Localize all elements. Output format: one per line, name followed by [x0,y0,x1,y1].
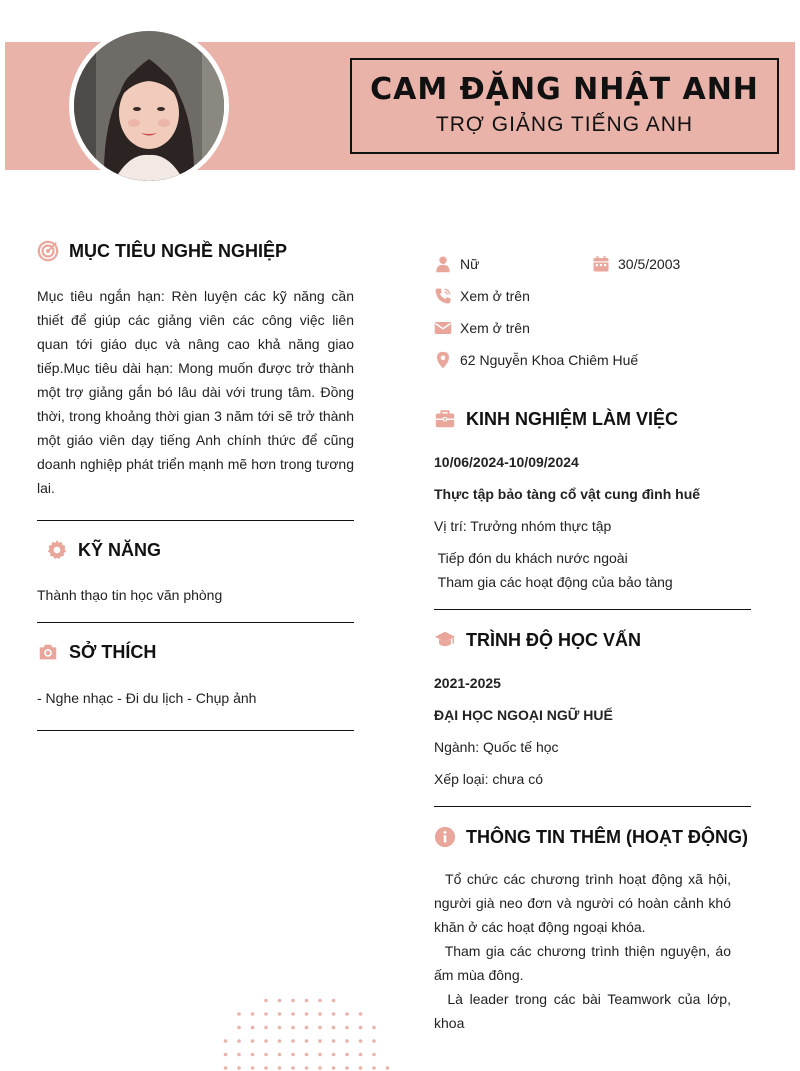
decorative-dot [237,1026,241,1030]
birthday-row [592,248,680,280]
decorative-dot [291,999,295,1003]
extra-item: Tham gia các chương trình thiện nguyện, áo ấm mùa đông. [434,943,735,983]
experience-heading [434,406,751,432]
extra-title: THÔNG TIN THÊM (HOẠT ĐỘNG) [466,826,748,847]
decorative-dot [345,1053,349,1057]
education-period: 2021-2025 [434,675,501,691]
decorative-dot [345,1026,349,1030]
target-icon [37,240,59,262]
name-box [350,58,779,154]
extra-heading [434,824,751,850]
education-rank: Xếp loại: chưa có [434,771,543,787]
location-icon [434,351,452,369]
decorative-dot [278,1066,282,1070]
objective-heading [37,238,354,264]
email-row [434,312,751,344]
decorative-dot [318,999,322,1003]
gear-icon [46,539,68,561]
decorative-dot [305,1066,309,1070]
right-column [434,248,751,1035]
experience-title: KINH NGHIỆM LÀM VIỆC [466,408,679,429]
decorative-dot [305,1053,309,1057]
experience-position: Vị trí: Trưởng nhóm thực tập [434,518,612,534]
decorative-dot [332,1026,336,1030]
decorative-dot [291,1026,295,1030]
decorative-dot [224,1053,228,1057]
decorative-dot [237,1053,241,1057]
info-icon [434,826,456,848]
graduation-cap-icon [434,629,456,651]
education-school: ĐẠI HỌC NGOẠI NGỮ HUẾ [434,707,613,723]
skills-text: Thành thạo tin học văn phòng [37,587,223,603]
decorative-dot [359,1039,363,1043]
gender-row [434,248,592,280]
decorative-dot [372,1053,376,1057]
decorative-dot [291,1066,295,1070]
objective-text: Mục tiêu ngắn hạn: Rèn luyện các kỹ năng cần thiết để giúp các giảng viên các công việc liên quan tới giáo dục và nâng cao khả năng giao tiếp.Mục tiêu dài hạn: Mong muốn được trở thành một trợ giảng gắn bó lâu dài với trung tâm. Đồng thời, trong khoảng thời gian 3 năm tới sẽ trở thành một giáo viên dạy tiếng Anh chính thức để cũng doanh nghiệp phát triển mạnh mẽ hơn trong tương lai. [37,288,354,496]
skills-heading [37,537,354,563]
address-value: 62 Nguyễn Khoa Chiêm Huế [460,352,639,368]
decorative-dot [332,1066,336,1070]
decorative-dot [305,999,309,1003]
avatar [69,26,229,186]
candidate-name: CAM ĐẶNG NHẬT ANH [370,72,759,107]
birthday-value: 30/5/2003 [618,256,681,272]
experience-company: Thực tập bảo tàng cổ vật cung đình huế [434,486,701,502]
decorative-dot [318,1039,322,1043]
hobbies-heading [37,639,354,665]
decorative-dot [332,1039,336,1043]
email-value: Xem ở trên [460,320,530,336]
decorative-dot [291,1039,295,1043]
decorative-dot [264,1039,268,1043]
decorative-dot [386,1066,390,1070]
address-row [434,344,751,376]
decorative-dot [305,1039,309,1043]
person-icon [434,255,452,273]
divider [37,622,354,623]
decorative-dot [224,1039,228,1043]
left-column [37,238,354,731]
hobbies-text: - Nghe nhạc - Đi du lịch - Chụp ảnh [37,690,257,706]
decorative-dot [237,1012,241,1016]
phone-icon [434,287,452,305]
gender-value: Nữ [460,256,480,272]
decorative-dot [332,1053,336,1057]
skills-title: KỸ NĂNG [78,539,162,560]
decorative-dot [278,1012,282,1016]
decorative-dot [251,1012,255,1016]
calendar-icon [592,255,610,273]
decorative-dot [372,1026,376,1030]
decorative-dot [372,1066,376,1070]
decorative-dot [372,1039,376,1043]
decorative-dot [278,999,282,1003]
contact-top-row [434,248,751,280]
decorative-dot [318,1012,322,1016]
extra-item: Là leader trong các bài Teamwork của lớp, khoa [434,991,735,1031]
decorative-dot [345,1012,349,1016]
hobbies-title: SỞ THÍCH [69,641,157,662]
divider [37,520,354,521]
decorative-dot [318,1053,322,1057]
decorative-dot [278,1039,282,1043]
education-heading [434,627,751,653]
decorative-dot [264,1012,268,1016]
decorative-dot [291,1012,295,1016]
decorative-dot [305,1012,309,1016]
decorative-dot [224,1066,228,1070]
decorative-dot [359,1026,363,1030]
decorative-dot [251,1039,255,1043]
decorative-dot [318,1066,322,1070]
decorative-dot [251,1053,255,1057]
decorative-dot [278,1053,282,1057]
decorative-dot [278,1026,282,1030]
phone-value: Xem ở trên [460,288,530,304]
experience-period: 10/06/2024-10/09/2024 [434,454,579,470]
experience-duty: Tham gia các hoạt động của bảo tàng [434,574,673,590]
decorative-dot-pattern [205,985,395,1071]
decorative-dot [332,1012,336,1016]
decorative-dot [359,1012,363,1016]
camera-icon [37,641,59,663]
briefcase-icon [434,408,456,430]
extra-list [434,867,735,1035]
decorative-dot [237,1039,241,1043]
decorative-dot [345,1066,349,1070]
education-title: TRÌNH ĐỘ HỌC VẤN [466,629,641,650]
decorative-dot [237,1066,241,1070]
candidate-role: TRỢ GIẢNG TIẾNG ANH [435,113,694,136]
decorative-dot [264,1066,268,1070]
decorative-dot [318,1026,322,1030]
decorative-dot [251,1066,255,1070]
decorative-dot [332,999,336,1003]
decorative-dot [264,999,268,1003]
extra-item: Tổ chức các chương trình hoạt động xã hội, người già neo đơn và người có hoàn cảnh khó khăn ở các hoạt động ngoại khóa. [434,871,735,935]
decorative-dot [264,1026,268,1030]
decorative-dot [359,1053,363,1057]
experience-duty: Tiếp đón du khách nước ngoài [434,550,628,566]
decorative-dot [345,1039,349,1043]
education-major: Ngành: Quốc tế học [434,739,559,755]
profile-photo [74,31,224,181]
decorative-dot [305,1026,309,1030]
decorative-dot [264,1053,268,1057]
divider [434,609,751,610]
email-icon [434,319,452,337]
divider [37,730,354,731]
objective-title: MỤC TIÊU NGHỀ NGHIỆP [69,240,288,261]
phone-row [434,280,751,312]
divider [434,806,751,807]
decorative-dot [251,1026,255,1030]
decorative-dot [291,1053,295,1057]
decorative-dot [359,1066,363,1070]
